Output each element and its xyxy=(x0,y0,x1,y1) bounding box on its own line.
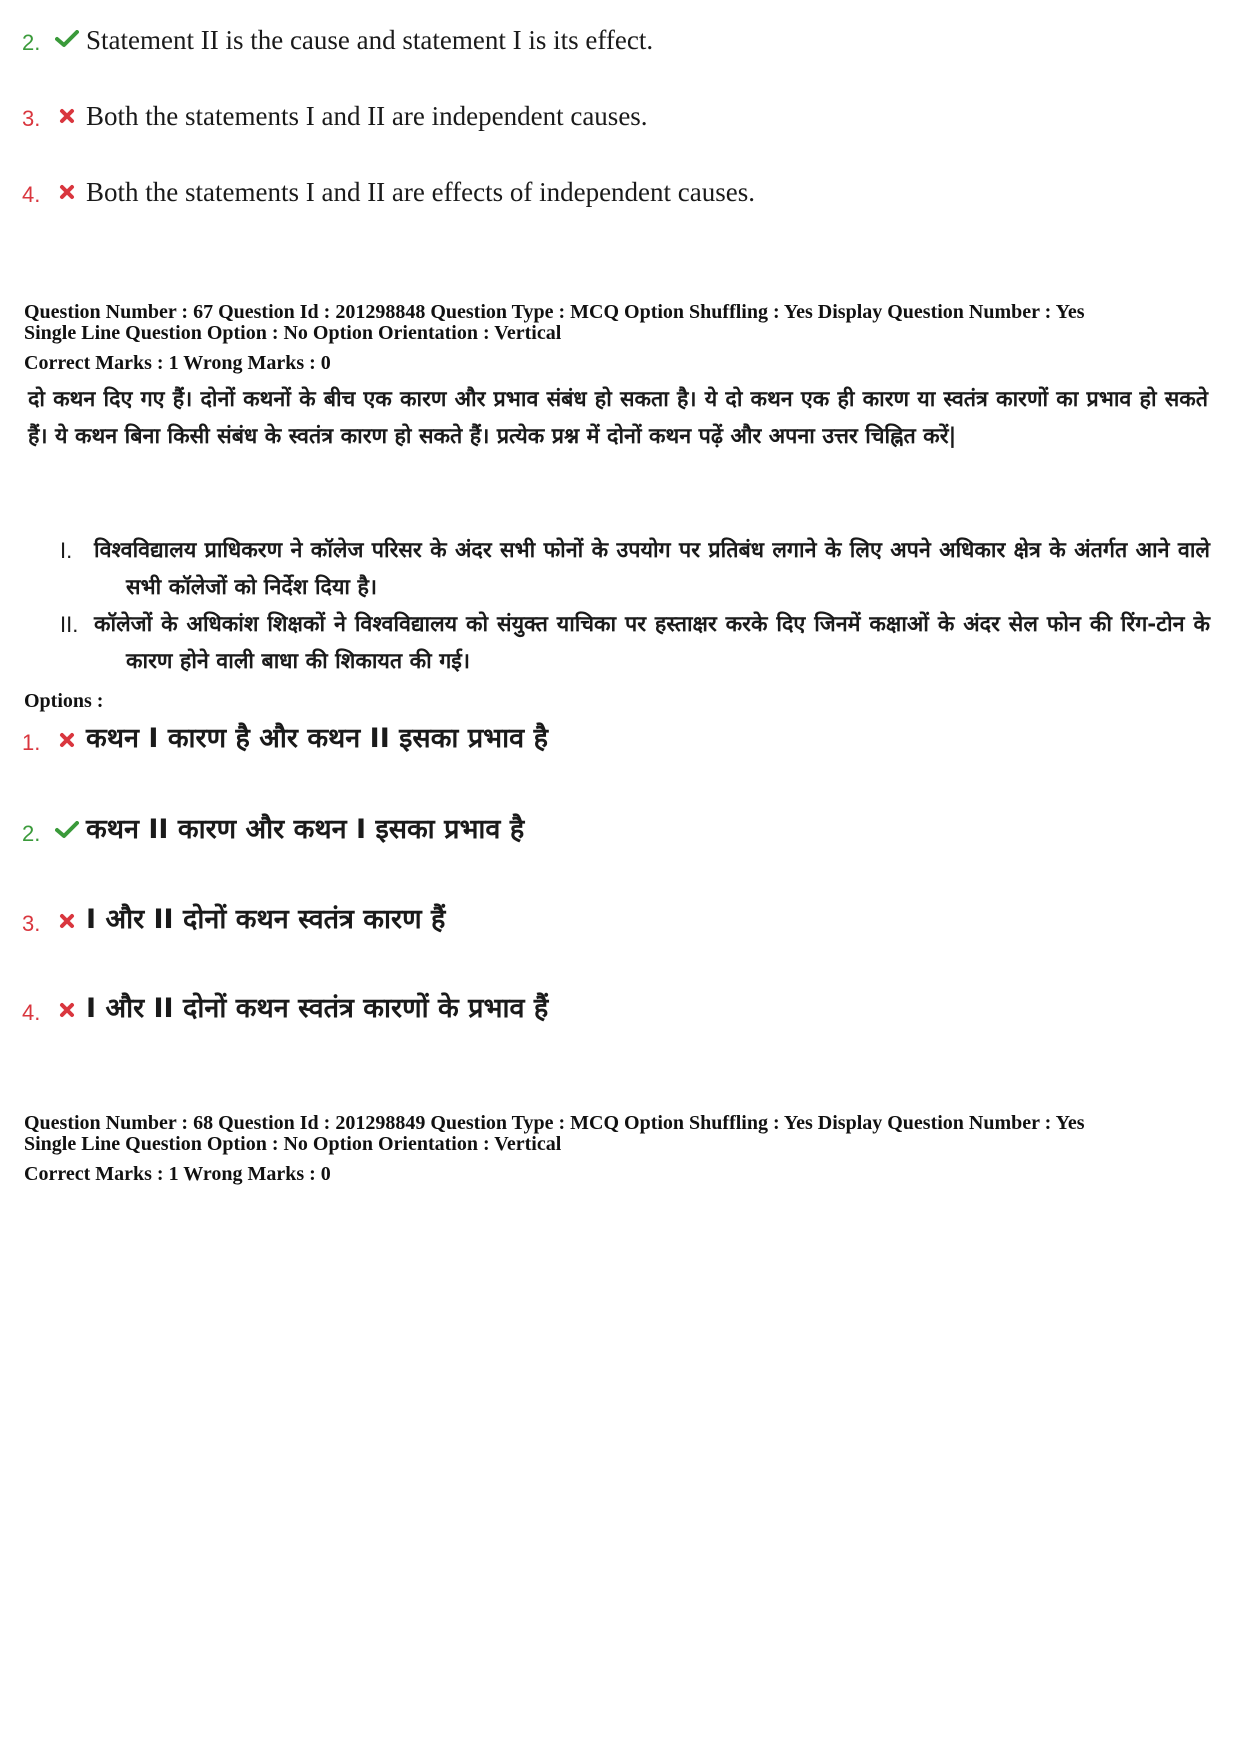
option-number: 2. xyxy=(22,820,41,846)
question-68-meta xyxy=(24,1113,1224,1155)
meta-line-2: Single Line Question Option : No Option Orientation : Vertical xyxy=(24,1133,562,1155)
option-number: 4. xyxy=(22,182,41,208)
option-number: 1. xyxy=(22,729,41,755)
statement-1 xyxy=(60,532,1210,606)
option-text: कथन I कारण है और कथन II इसका प्रभाव है xyxy=(86,723,548,754)
prev-option-3 xyxy=(22,100,648,132)
cross-icon xyxy=(52,1002,82,1026)
option-text: Both the statements I and II are effects of independent causes. xyxy=(86,177,756,207)
statement-text: कॉलेजों के अधिकांश शिक्षकों ने विश्वविद्यालय को संयुक्त याचिका पर हस्ताक्षर करके दिए जिनमें कक्षाओं के अंदर सेल फोन की रिंग-टोन के कारण होने वाली बाधा की शिकायत की गई। xyxy=(94,612,1210,674)
q67-option-2 xyxy=(22,813,524,847)
statement-label: I. xyxy=(60,538,73,563)
meta-line-1: Question Number : 68 Question Id : 201298849 Question Type : MCQ Option Shuffling : Yes Display Question Number : Yes xyxy=(24,1112,1085,1134)
option-number: 3. xyxy=(22,106,41,132)
statement-2 xyxy=(60,606,1210,680)
statement-label: II. xyxy=(60,612,79,637)
options-label: Options : xyxy=(24,690,104,712)
q67-option-4 xyxy=(22,992,548,1026)
option-text: Both the statements I and II are independent causes. xyxy=(86,101,648,131)
option-text: I और II दोनों कथन स्वतंत्र कारण हैं xyxy=(86,904,446,935)
q67-option-1 xyxy=(22,722,548,756)
option-text: Statement II is the cause and statement I is its effect. xyxy=(86,25,654,55)
option-text: कथन II कारण और कथन I इसका प्रभाव है xyxy=(86,814,525,845)
cross-icon xyxy=(52,108,82,132)
cross-icon xyxy=(52,184,82,208)
question-67-marks: Correct Marks : 1 Wrong Marks : 0 xyxy=(24,352,331,374)
option-number: 3. xyxy=(22,910,41,936)
option-number: 4. xyxy=(22,999,41,1025)
option-number: 2. xyxy=(22,30,41,56)
prev-option-2 xyxy=(22,24,653,56)
cross-icon xyxy=(52,913,82,937)
prev-option-4 xyxy=(22,176,755,208)
question-67-meta xyxy=(24,302,1224,344)
statement-text: विश्वविद्यालय प्राधिकरण ने कॉलेज परिसर के अंदर सभी फोनों के उपयोग पर प्रतिबंध लगाने के लिए अपने अधिकार क्षेत्र के अंतर्गत आने वाले सभी कॉलेजों को निर्देश दिया है। xyxy=(94,538,1210,600)
check-icon xyxy=(52,30,82,56)
q67-option-3 xyxy=(22,903,445,937)
question-67-body: दो कथन दिए गए हैं। दोनों कथनों के बीच एक कारण और प्रभाव संबंध हो सकता है। ये दो कथन एक ही कारण या स्वतंत्र कारणों का प्रभाव हो सकते हैं। ये कथन बिना किसी संबंध के स्वतंत्र कारण हो सकते हैं। प्रत्येक प्रश्न में दोनों कथन पढ़ें और अपना उत्तर चिह्नित करें| xyxy=(28,387,1208,449)
meta-line-2: Single Line Question Option : No Option Orientation : Vertical xyxy=(24,322,562,344)
question-68-marks: Correct Marks : 1 Wrong Marks : 0 xyxy=(24,1163,331,1185)
option-text: I और II दोनों कथन स्वतंत्र कारणों के प्रभाव हैं xyxy=(86,993,549,1024)
cross-icon xyxy=(52,732,82,756)
check-icon xyxy=(52,821,82,847)
meta-line-1: Question Number : 67 Question Id : 201298848 Question Type : MCQ Option Shuffling : Yes Display Question Number : Yes xyxy=(24,301,1085,323)
